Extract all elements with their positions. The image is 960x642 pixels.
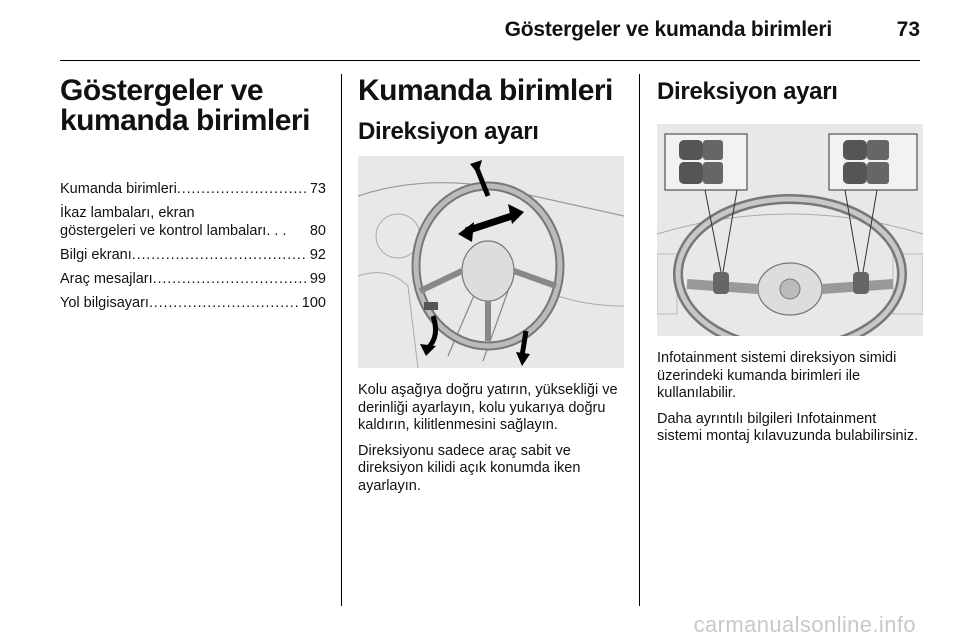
toc-entry-label: Bilgi ekranı (60, 247, 132, 263)
toc-leader (149, 294, 300, 312)
steering-adjust-illustration (358, 156, 624, 368)
page-header-title: Göstergeler ve kumanda birimleri (504, 18, 832, 41)
toc-leader (153, 270, 308, 288)
toc-entry-page: 92 (309, 247, 326, 263)
body-paragraph: Kolu aşağıya doğru yatırın, yüksekliği ve derinliği ayarlayın, kolu yukarıya doğru kaldırın, kilitlenmesini sağlayın. (358, 382, 618, 433)
toc-entry-page: 80 (309, 223, 326, 239)
toc-entry-label: Yol bilgisayarı (60, 295, 149, 311)
column-divider-1 (341, 74, 342, 606)
toc-entry-label: İkaz lambaları, ekran (60, 205, 195, 221)
toc-leader (177, 180, 308, 198)
toc-entry-label: Araç mesajları (60, 271, 153, 287)
page-number: 73 (896, 18, 920, 41)
section-title: Direksiyon ayarı (657, 78, 838, 105)
toc-entry[interactable] (60, 270, 326, 288)
toc-entry-label-cont: göstergeleri ve kontrol lambaları (60, 223, 267, 239)
toc-entry-page: 100 (301, 295, 326, 311)
header-rule (60, 60, 920, 61)
controls-column (358, 76, 624, 503)
body-paragraph: Infotainment sistemi direksiyon simidi üzerindeki kumanda birimleri ile kullanılabilir. (657, 350, 897, 401)
watermark-text: carmanualsonline.info (693, 612, 916, 637)
section-subtitle: Direksiyon ayarı (358, 118, 539, 145)
toc-leader (132, 246, 308, 264)
toc-column (60, 76, 326, 318)
body-paragraph: Daha ayrıntılı bilgileri Infotainment sistemi montaj kılavuzunda bulabilirsiniz. (657, 410, 919, 444)
toc-entry[interactable] (60, 246, 326, 264)
steering-wheel-controls-illustration (657, 124, 923, 336)
section-title: Kumanda birimleri (358, 74, 613, 107)
toc-entry-page: 99 (309, 271, 326, 287)
chapter-title: Göstergeler ve kumanda birimleri (60, 74, 310, 137)
toc-entry-page: 73 (309, 181, 326, 197)
steering-controls-column (657, 76, 923, 454)
toc-entry[interactable] (60, 294, 326, 312)
toc-entry[interactable] (60, 204, 326, 240)
body-paragraph: Direksiyonu sadece araç sabit ve direksiyon kilidi açık konumda iken ayarlayın. (358, 442, 581, 494)
toc-entry-label: Kumanda birimleri (60, 181, 177, 197)
table-of-contents (60, 180, 326, 312)
column-divider-2 (639, 74, 640, 606)
toc-entry[interactable] (60, 180, 326, 198)
toc-leader (266, 222, 304, 240)
